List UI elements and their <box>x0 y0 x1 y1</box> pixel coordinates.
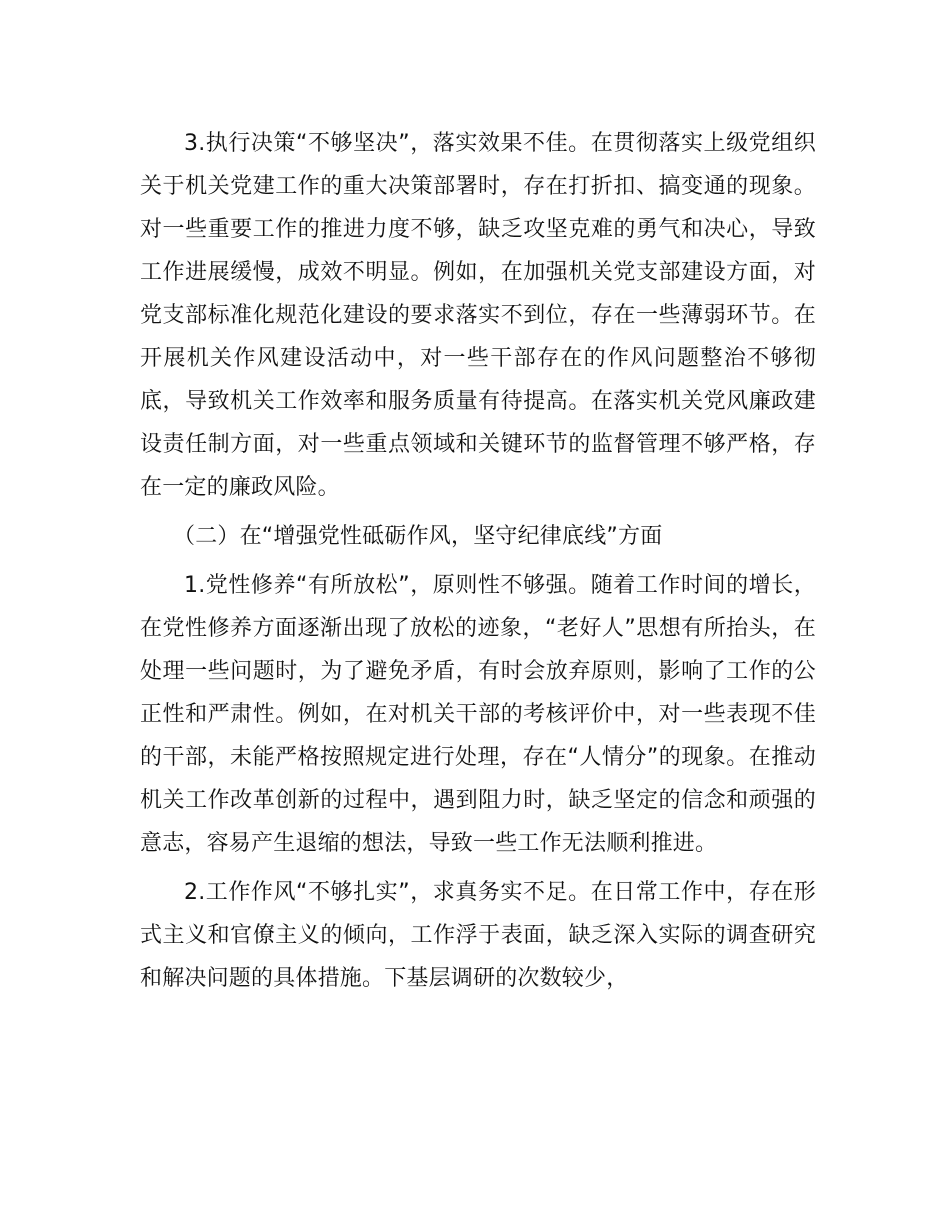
document-body <box>140 122 816 1000</box>
paragraph-execution-decisions: 3.执行决策“不够坚决”，落实效果不佳。在贯彻落实上级党组织关于机关党建工作的重大决策部署时，存在打折扣、搞变通的现象。对一些重要工作的推进力度不够，缺乏攻坚克难的勇气和决心，导致工作进展缓慢，成效不明显。例如，在加强机关党支部建设方面，对党支部标准化规范化建设的要求落实不到位，存在一些薄弱环节。在开展机关作风建设活动中，对一些干部存在的作风问题整治不够彻底，导致机关工作效率和服务质量有待提高。在落实机关党风廉政建设责任制方面，对一些重点领域和关键环节的监督管理不够严格，存在一定的廉政风险。 <box>140 131 816 500</box>
section-heading-party-spirit: （二）在“增强党性砥砺作风，坚守纪律底线”方面 <box>173 524 663 549</box>
paragraph-party-cultivation: 1.党性修养“有所放松”，原则性不够强。随着工作时间的增长，在党性修养方面逐渐出现了放松的迹象，“老好人”思想有所抬头，在处理一些问题时，为了避免矛盾，有时会放弃原则，影响了工作的公正性和严肃性。例如，在对机关干部的考核评价中，对一些表现不佳的干部，未能严格按照规定进行处理，存在“人情分”的现象。在推动机关工作改革创新的过程中，遇到阻力时，缺乏坚定的信念和顽强的意志，容易产生退缩的想法，导致一些工作无法顺利推进。 <box>140 573 816 856</box>
paragraph-work-style: 2.工作作风“不够扎实”，求真务实不足。在日常工作中，存在形式主义和官僚主义的倾向，工作浮于表面，缺乏深入实际的调查研究和解决问题的具体措施。下基层调研的次数较少， <box>140 880 816 991</box>
